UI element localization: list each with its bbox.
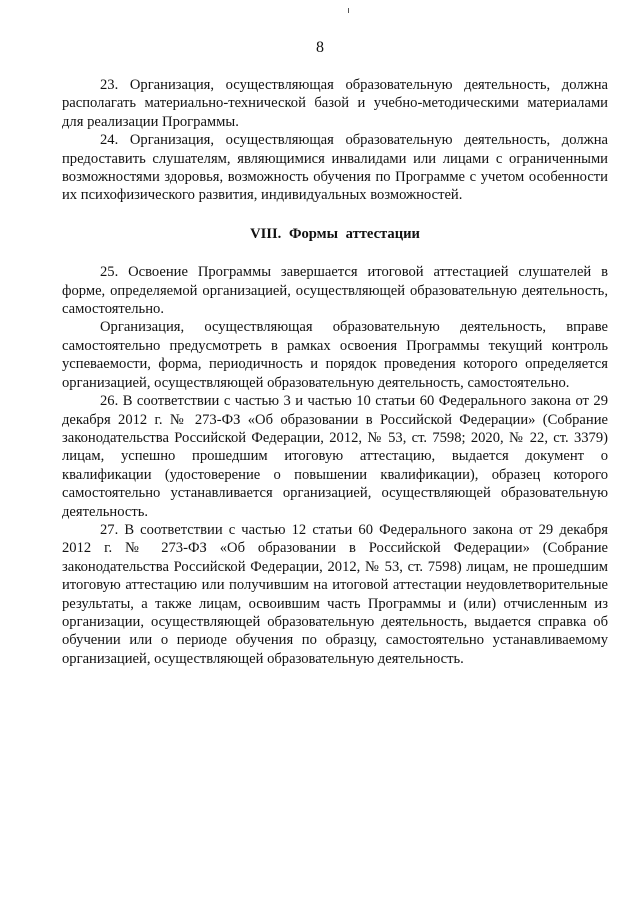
paragraph-24: 24. Организация, осуществляющая образовательную деятельность, должна предоставить слушателям, являющимися инвалидами или лицами с ограниченными возможностями здоровья, возможность обучения по Программе с учетом особенности их психофизического развития, индивидуальных возможностей. — [62, 132, 608, 204]
document-body — [62, 76, 608, 668]
page-number: 8 — [316, 39, 324, 56]
scan-mark — [348, 8, 349, 13]
paragraph-27: 27. В соответствии с частью 12 статьи 60 Федерального закона от 29 декабря 2012 г. № 273-ФЗ «Об образовании в Российской Федерации» (Собрание законодательства Российской Федерации, 2012, № 53, ст. 7598) лицам, не прошедшим итоговую аттестацию или получившим на итоговой аттестации неудовлетворительные результаты, а также лицам, освоившим часть Программы и (или) отчисленным из организации, осуществляющей образовательную деятельность, выдается справка об обучении или о периоде обучения по образцу, самостоятельно устанавливаемому организацией, осуществляющей образовательную деятельность. — [62, 521, 608, 667]
section-heading: VIII. Формы аттестации — [250, 225, 420, 242]
paragraph-23: 23. Организация, осуществляющая образовательную деятельность, должна располагать материально-технической базой и учебно-методическими материалами для реализации Программы. — [62, 77, 608, 130]
paragraph-25: 25. Освоение Программы завершается итоговой аттестацией слушателей в форме, определяемой организацией, осуществляющей образовательную деятельность, самостоятельно. — [62, 264, 608, 318]
paragraph-26: 26. В соответствии с частью 3 и частью 10 статьи 60 Федерального закона от 29 декабря 2012 г. № 273-ФЗ «Об образовании в Российской Федерации» (Собрание законодательства Российской Федерации, 2012, № 53, ст. 7598; 2020, № 22, ст. 3379) лицам, успешно прошедшим итоговую аттестацию, выдается документ о квалификации (удостоверение о повышении квалификации), образец которого самостоятельно устанавливается организацией, осуществляющей образовательную деятельность. — [62, 393, 608, 520]
paragraph-25-continued: Организация, осуществляющая образовательную деятельность, вправе самостоятельно предусмотреть в рамках освоения Программы текущий контроль успеваемости, форма, периодичность и порядок проведения которого определяется организацией, осуществляющей образовательную деятельность, самостоятельно. — [62, 319, 608, 391]
